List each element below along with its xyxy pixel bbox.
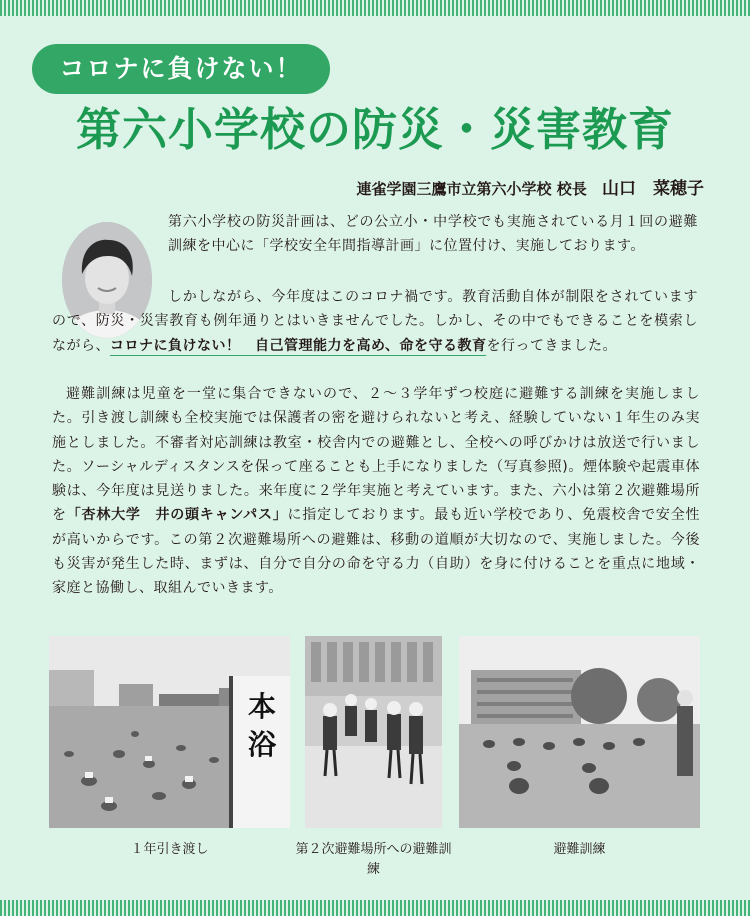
top-stripe-border — [0, 0, 750, 16]
banner-char-1: 本 — [247, 690, 277, 723]
photo-first-grade-handover — [49, 636, 290, 828]
author-affiliation: 連雀学園三鷹市立第六小学校 — [356, 180, 552, 198]
author-role: 校長 — [556, 180, 587, 198]
caption-first-grade-handover: １年引き渡し — [130, 842, 209, 857]
paragraph-covid-highlight: コロナに負けない！ 自己管理能力を高め、命を守る教育 — [110, 337, 487, 354]
paragraph-covid-text: しかしながら、今年度はこのコロナ禍です。教育活動自体が制限をされていますので、防災・災害教育も例年通りとはいきませんでした。しかし、その中でもできることを模索しながら、 — [52, 289, 698, 354]
banner-char-2: 浴 — [247, 728, 277, 761]
paragraph-drills-place: 「杏林大学 井の頭キャンパス」 — [66, 507, 288, 524]
photo-evacuation-drill — [459, 636, 700, 828]
author-name: 山口 菜穂子 — [602, 179, 704, 199]
headline-badge: コロナに負けない！ — [32, 44, 330, 94]
caption-evacuation-drill: 避難訓練 — [553, 842, 606, 857]
caption-secondary-evacuation: 第２次避難場所への避難訓練 — [295, 842, 452, 877]
paragraph-covid-end: を行ってきました。 — [486, 337, 617, 354]
paragraph-drills-text: 避難訓練は児童を一堂に集合できないので、２～３学年ずつ校庭に避難する訓練を実施しました。引き渡し訓練も全校実施では保護者の密を避けられないと考え、経験していない１年生のみ実施としました。不審者対応訓練は教室・校舎内での避難とし、全校への呼びかけは放送で行いました。ソーシャルディスタンスを保って座ることも上手になりました（写真参照)。煙体験や起震車体験は、今年度は見送りました。来年度に２学年実施と考えています。また、六小は第２次避難場所を — [52, 386, 700, 524]
bottom-stripe-border — [0, 900, 750, 916]
author-line — [357, 178, 705, 200]
paragraph-intro: 第六小学校の防災計画は、どの公立小・中学校でも実施されている月１回の避難訓練を中心に「学校安全年間指導計画」に位置付け、実施しております。 — [168, 214, 698, 255]
paragraph-covid — [52, 285, 698, 358]
paragraph-drills — [52, 382, 700, 601]
page-title: 第六小学校の防災・災害教育 — [75, 103, 674, 156]
paragraph-drills-end: に指定しております。最も近い学校であり、免震校舎で安全性が高いからです。この第２次避難場所への避難は、移動の道順が大切なので、実施しました。今後も災害が発生した時、まずは、自分で自分の命を守る力（自助）を身に付けることを重点に地域・家庭と協働し、取組んでいきます。 — [52, 507, 700, 597]
photo-secondary-evacuation — [305, 636, 442, 828]
